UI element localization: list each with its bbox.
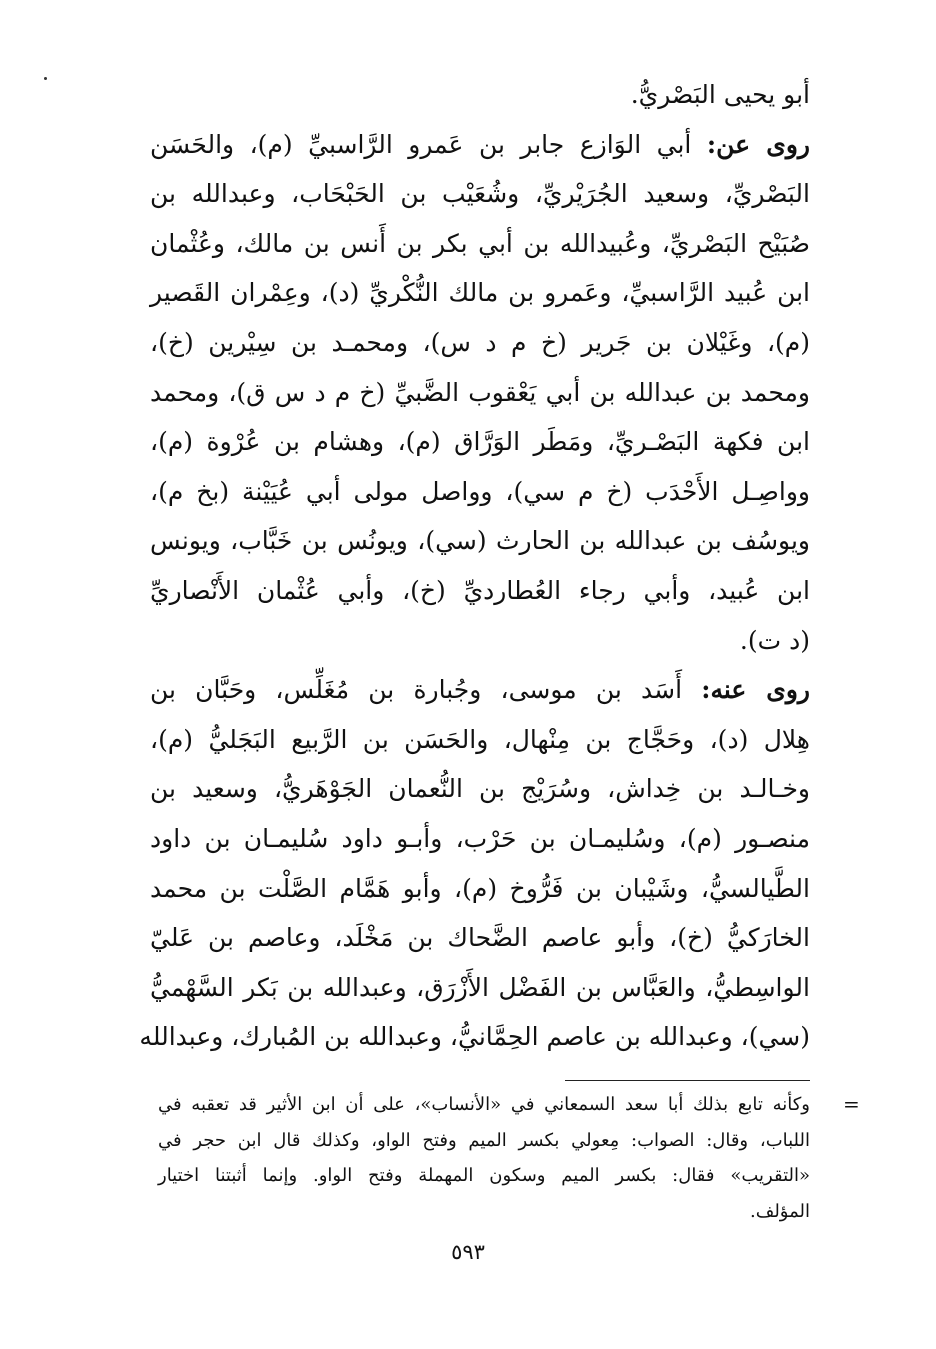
text-line: وواصِـل الأَحْدَب (خ م سي)، وواصل مولى أبي عُيَيْنة (بخ م)،	[150, 476, 810, 506]
footnote-line: المؤلف.	[749, 1200, 810, 1222]
text-line: هِلال (د)، وحَجَّاج بن مِنْهال، والحَسَن بن الرَّبيع البَجَليُّ (م)،	[150, 724, 810, 754]
text-line: وخـالـد بن خِداش، وسُرَيْج بن النُّعمان الجَوْهَريُّ، وسعيد بن	[150, 774, 810, 804]
text-line: الخارَكيُّ (خ)، وأبو عاصم الضَّحاك بن مَخْلَد، وعاصم بن عَليّ	[150, 923, 810, 953]
text-line: ابن عُبيد الرَّاسبيِّ، وعَمرو بن مالك النُّكْريِّ (د)، وعِمْران القَصير	[150, 278, 810, 308]
text-line: روى عن: أبي الوَازع جابر بن عَمرو الرَّاسبيِّ (م)، والحَسَن	[150, 129, 811, 159]
footnote-line: وكأنه تابع بذلك أبا سعد السمعاني في «الأنساب»، على أن ابن الأثير قد تعقبه في	[158, 1094, 810, 1115]
section-label: روى عن:	[706, 129, 811, 159]
text-line: أبو يحيى البَصْريُّ.	[630, 80, 810, 109]
text-line: الواسِطيُّ، والعَبَّاس بن الفَضْل الأَزْرَق، وعبدالله بن بَكر السَّهْميُّ	[150, 972, 810, 1002]
text-line: البَصْريِّ، وسعيد الجُرَيْريِّ، وشُعَيْب بن الحَبْحَاب، وعبدالله بن	[150, 179, 810, 209]
footnote-continuation-marker: =	[843, 1092, 860, 1116]
text-line: ويوسُف بن عبدالله بن الحارث (سي)، ويونُس بن خَبَّاب، ويونس	[150, 526, 810, 556]
section-label: روى عنه:	[701, 675, 811, 705]
text-line: ومحمد بن عبدالله بن أبي يَعْقوب الضَّبيِّ (خ م د س ق)، ومحمد	[150, 377, 810, 407]
footnote-divider	[565, 1080, 810, 1081]
footnote-line: «التقريب» فقال: بكسر الميم وسكون المهملة وفتح الواو. وإنما أثبتنا اختيار	[158, 1165, 810, 1186]
footnote	[158, 1087, 810, 1229]
text-line: ابن فكهة البَصْـريِّ، ومَطَر الوَرَّاق (م)، وهشام بن عُرْوة (م)،	[150, 427, 810, 457]
text-line: روى عنه: أَسَد بن موسى، وجُبارة بن مُغَلِّس، وحَبَّان بن	[150, 675, 811, 705]
text-line: صُبَيْح البَصْريِّ، وعُبيدالله بن أبي بكر بن أَنس بن مالك، وعُثْمان	[150, 228, 810, 258]
scan-speck	[44, 77, 47, 80]
text-line: (د ت).	[739, 625, 810, 655]
text-line: ابن عُبيد، وأبي رجاء العُطارديِّ (خ)، وأبي عُثْمان الأَنْصاريِّ	[150, 575, 810, 605]
main-text	[139, 70, 811, 1062]
text-line: منصـور (م)، وسُليمـان بن حَرْب، وأبـو داود سُليمـان بن داود	[150, 823, 810, 853]
text-line: (م)، وغَيْلان بن جَرير (خ م د س)، ومحمـد بن سِيْرين (خ)،	[150, 327, 810, 357]
footnote-line: اللباب، وقال: الصواب: مِعولي بكسر الميم وفتح الواو، وكذلك قال ابن حجر في	[158, 1129, 810, 1151]
text-line: (سي)، وعبدالله بن عاصم الحِمَّانيُّ، وعبدالله بن المُبارك، وعبدالله	[139, 1022, 810, 1052]
text-line: الطَّيالسيُّ، وشَيْبان بن فَرُّوخ (م)، وأبو هَمَّام الصَّلْت بن محمد	[150, 873, 810, 903]
page-number: ٥٩٣	[451, 1240, 485, 1264]
